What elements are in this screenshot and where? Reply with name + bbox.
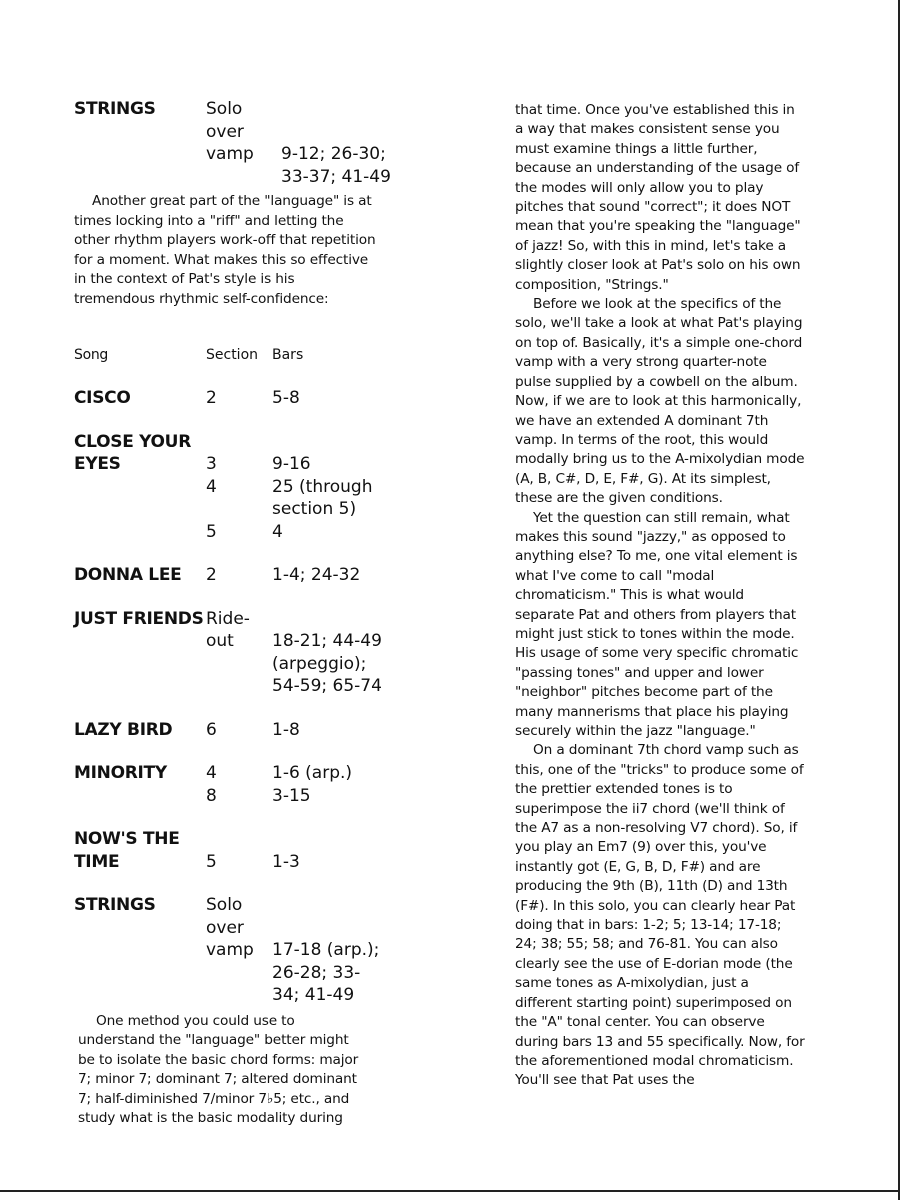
bars-value: 1-3 [272,851,300,872]
section-value: 8 [206,785,217,806]
table-header [74,345,404,365]
table-row [74,476,404,521]
table-row [74,894,404,1007]
section-value: 5 [206,851,217,872]
top-entry-song: STRINGS [74,99,156,119]
header-section: Section [206,347,259,363]
song-name [74,785,206,808]
left-paragraph-1: Another great part of the "language" is at times locking into a "riff" and letting the other rhythm players work-off that repetition for a moment. What makes this so effective in the context of Pat's style is his tremendous rhythmic self-confidence: [74,193,376,307]
section-value: 2 [206,388,217,408]
song-name: MINORITY [74,763,167,783]
right-paragraph-3: Yet the question can still remain, what makes this sound "jazzy," as opposed to anything else? To me, one vital element is what I've come to call "modal chromaticism." This is what would separate Pat and others from players that might just stick to tones within the mode. His usage of some very specific chromatic "passing tones" and upper and lower "neighbor" pitches become part of the many mannerisms that place his playing securely within the jazz "language." [515,509,799,739]
top-entry-bars: 9-12; 26-30; 33-37; 41-49 [281,144,391,187]
right-paragraph-2: Before we look at the specifics of the solo, we'll take a look at what Pat's playing on top of. Basically, it's a simple one-chord vamp with a very strong quarter-note pulse supplied by a cowbell on the album. Now, if we are to look at this harmonically, we have an extended A dominant 7th vamp. In terms of the root, this would modally bring us to the A-mixolydian mode (A, B, C#, D, E, F#, G). At its simplest, these are the given conditions. [515,296,805,507]
section-value: Solo over vamp [206,895,254,960]
bars-value: 4 [272,521,283,542]
song-name: CISCO [74,388,131,408]
song-table [74,345,404,1007]
section-value: 5 [206,521,217,542]
bars-value: 3-15 [272,785,311,806]
table-row [74,564,404,587]
section-value: 2 [206,565,217,585]
section-value: 4 [206,763,217,783]
bars-value: 1-4; 24-32 [272,565,361,585]
right-column [515,101,805,1091]
table-row [74,828,404,873]
section-value: 4 [206,476,217,497]
song-name: DONNA LEE [74,565,182,585]
song-name: CLOSE YOUR EYES [74,431,191,474]
table-row [74,521,404,544]
bars-value: 1-8 [272,719,300,740]
song-name: STRINGS [74,895,156,915]
right-paragraph-4: On a dominant 7th chord vamp such as this, one of the "tricks" to produce some of the prettier extended tones is to superimpose the ii7 chord (we'll think of the A7 as a non-resolving V7 chord). So, if you play an Em7 (9) over this, you've instantly got (E, G, B, D, F#) and are producing the 9th (B), 11th (D) and 13th (F#). In this solo, you can clearly hear Pat doing that in bars: 1-2; 5; 13-14; 17-18; 24; 38; 55; 58; and 76-81. You can also clearly see the use of E-dorian mode (the same tones as A-mixolydian, just a different starting point) superimposed on the "A" tonal center. You can observe during bars 13 and 55 specifically. Now, for the aforementioned modal chromaticism. You'll see that Pat uses the [515,742,805,1089]
bars-value: 17-18 (arp.); 26-28; 33-34; 41-49 [272,940,380,1005]
table-row [74,608,404,698]
right-paragraph-1: that time. Once you've established this in a way that makes consistent sense you must examine things a little further, because an understanding of the usage of the modes will only allow you to play pitches that sound "correct"; it does NOT mean that you're speaking the "language" of jazz! So, with this in mind, let's take a slightly closer look at Pat's solo on his own composition, "Strings." [515,102,801,293]
song-name: NOW'S THE TIME [74,829,180,872]
song-name [74,521,206,544]
table-row [74,785,404,808]
song-name: JUST FRIENDS [74,608,204,629]
left-paragraph-2: One method you could use to understand the "language" better might be to isolate the basic chord forms: major 7; minor 7; dominant 7; altered dominant 7; half-diminished 7/minor 7♭5; etc., and study what is the basic modality during [78,1012,359,1126]
top-entry-section: Solo over vamp [206,99,254,164]
page-bottom-border [0,1190,900,1202]
bars-value: 1-6 (arp.) [272,763,353,783]
table-row [74,387,404,410]
header-bars: Bars [272,347,304,363]
header-song: Song [74,347,109,363]
section-value: 3 [206,454,217,474]
song-name [74,476,206,521]
song-name: LAZY BIRD [74,719,173,740]
table-row [74,431,404,476]
top-entry [74,98,404,188]
bars-value: 5-8 [272,388,300,408]
section-value: Ride-out [206,608,250,651]
left-column [74,98,404,1129]
table-row [74,762,404,785]
bars-value: 9-16 [272,454,311,474]
table-row [74,719,404,742]
section-value: 6 [206,719,217,740]
bars-value: 25 (through section 5) [272,476,373,519]
bars-value: 18-21; 44-49 (arpeggio); 54-59; 65-74 [272,631,382,696]
